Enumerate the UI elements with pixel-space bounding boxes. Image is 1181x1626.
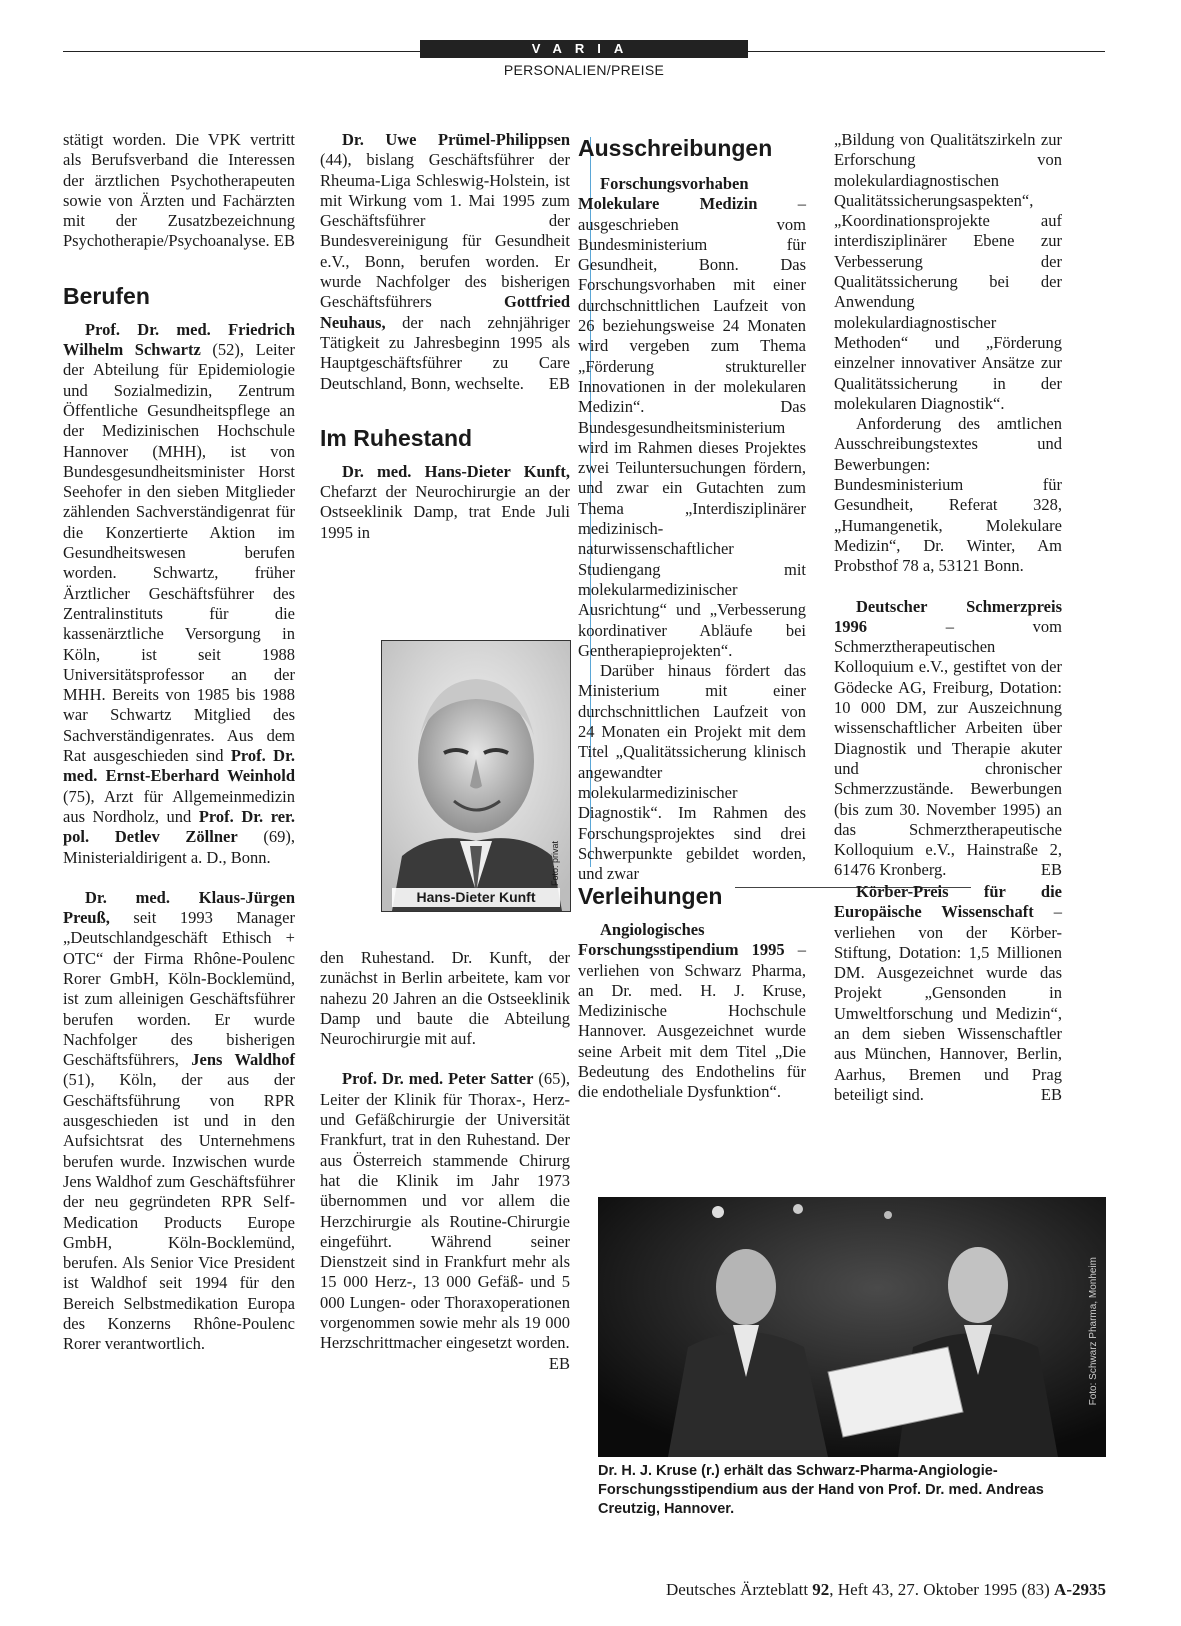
award-photo-caption: Dr. H. J. Kruse (r.) erhält das Schwarz-Pharma-Angiologie-Forschungsstipendium aus der Hand von Prof. Dr. med. Andreas Creutzig, Hannover.	[598, 1463, 1044, 1517]
paragraph: Dr. med. Klaus-Jürgen Preuß, seit 1993 Manager „Deutschlandgeschäft Ethisch + OTC“ der Firma Rhône-Poulenc Rorer GmbH, Köln-Bocklemünd, ist zum alleinigen Geschäftsführer berufen worden. Er wurde Nachfolger des bisherigen Geschäftsführers, Jens Waldhof (51), Köln, der aus der Geschäftsführung von RPR ausgeschieden ist und in den Aufsichtsrat des Unternehmens berufen wurde. Inzwischen wurde Jens Waldhof zum Geschäftsführer der neu gegründeten RPR Self-Medication Products Europe GmbH, Köln-Bocklemünd, berufen. Als Senior Vice President ist Waldhof seit 1994 für den Bereich Selbstmedikation Europa des Konzerns Rhône-Poulenc Rorer verantwortlich.	[63, 887, 295, 1354]
photo-credit: Foto: privat	[550, 841, 560, 887]
paragraph: Dr. med. Hans-Dieter Kunft, Chefarzt der Neurochirurgie an der Ostseeklinik Damp, trat Ende Juli 1995 in	[320, 461, 570, 542]
heading-ausschreibungen: Ausschreibungen	[578, 135, 773, 161]
award-image	[598, 1197, 1106, 1457]
column-1	[63, 130, 295, 1355]
page-footer: Deutsches Ärzteblatt 92, Heft 43, 27. Oktober 1995 (83) A-2935	[665, 1580, 1106, 1599]
heading-berufen: Berufen	[63, 282, 150, 309]
paragraph: Forschungsvorhaben Molekulare Medizin – ausgeschrieben vom Bundesministerium für Gesundheit, Bonn. Das Forschungsvorhaben mit einer durchschnittlichen Laufzeit von 26 beziehungsweise 24 Monaten wird vergeben zum Thema „Förderung struktureller Innovationen in der molekularen Medizin“. Das Bundesgesundheitsministerium wird im Rahmen dieses Projektes zwei Teiluntersuchungen fördern, und zwar ein Gutachten zum Thema „Interdisziplinärer medizinisch-naturwissenschaftlicher Studiengang mit molekularmedizinischer Ausrichtung“ und „Verbesserung koordinativer Abläufe bei Gentherapieprojekten“.	[578, 174, 807, 660]
photo-credit: Foto: Schwarz Pharma, Monheim	[1088, 1257, 1099, 1406]
column-2-lower	[320, 948, 570, 1374]
portrait-image	[382, 641, 570, 911]
paragraph: Darüber hinaus fördert das Ministerium mit einer durchschnittlichen Laufzeit von 24 Monaten ein Projekt mit dem Titel „Qualitätssicherung klinisch angewandter molekularmedizinischer Diagnostik“. Im Rahmen des Forschungsprojektes sind drei Schwerpunkte gebildet worden, und zwar	[578, 661, 806, 884]
paragraph: Anforderung des amtlichen Ausschreibungstextes und Bewerbungen: Bundesministerium für Gesundheit, Referat 328, „Humangenetik, Molekulare Medizin“, Dr. Winter, Am Probsthof 78 a, 53121 Bonn.	[834, 414, 1062, 576]
award-photo	[598, 1197, 1106, 1457]
column-2	[320, 130, 570, 543]
column-4-lower	[834, 882, 1062, 1105]
portrait-photo	[381, 640, 571, 912]
paragraph: Prof. Dr. med. Friedrich Wilhelm Schwartz (52), Leiter der Abteilung für Epidemiologie und Sozialmedizin, Zentrum Öffentliche Gesundheitspflege an der Medizinischen Hochschule Hannover (MHH), ist von Bundesgesundheitsminister Horst Seehofer in den sieben Mitglieder zählenden Sachverständigenrat für die Konzertierte Aktion im Gesundheitswesen berufen worden. Schwartz, früher Ärztlicher Geschäftsführer des Zentralinstituts für die kassenärztliche Versorgung in Köln, ist seit 1988 Universitätsprofessor an der MHH. Bereits von 1985 bis 1988 war Schwartz Mitglied des Sachverständigenrates. Aus dem Rat ausgeschieden sind Prof. Dr. med. Ernst-Eberhard Weinhold (75), Arzt für Allgemeinmedizin aus Nordholz, und Prof. Dr. rer. pol. Detlev Zöllner (69), Ministerialdirigent a. D., Bonn.	[63, 319, 295, 867]
paragraph: den Ruhestand. Dr. Kunft, der zunächst in Berlin arbeitete, kam vor nahezu 20 Jahren an die Ostseeklinik Damp und baute die Abteilung Neurochirurgie mit auf.	[320, 948, 570, 1049]
section-bar: VARIA	[420, 40, 748, 58]
subsection-label: PERSONALIEN/PREISE	[503, 62, 665, 78]
paragraph: Deutscher Schmerzpreis 1996 – vom Schmerztherapeutischen Kolloquium e.V., gestiftet von der Gödecke AG, Freiburg, Dotation: 10 000 DM, zur Auszeichnung wissenschaftlicher Arbeiten über Diagnostik und Therapie akuter und chronischer Schmerzzustände. Bewerbungen (bis zum 30. November 1995) an das Schmerztherapeutische Kolloquium e.V., Hainstraße 2, 61476 Kronberg. EB	[834, 596, 1062, 880]
paragraph: Dr. Uwe Prümel-Philippsen (44), bislang Geschäftsführer der Rheuma-Liga Schleswig-Holstein, ist mit Wirkung vom 1. Mai 1995 zum Geschäftsführer der Bundesvereinigung für Gesundheit e.V., Bonn, berufen worden. Er wurde Nachfolger des bisherigen Geschäftsführers Gottfried Neuhaus, der nach zehnjähriger Tätigkeit zu Jahresbeginn 1995 als Hauptgeschäftsführer zu Care Deutschland, Bonn, wechselte. EB	[320, 130, 570, 393]
photo-caption: Hans-Dieter Kunft	[392, 888, 560, 907]
paragraph: Körber-Preis für die Europäische Wissenschaft – verliehen von der Körber-Stiftung, Dotation: 1,5 Millionen DM. Ausgezeichnet wurde das Projekt „Gensonden in Umweltforschung und Medizin“, an dem sieben Wissenschaftler aus München, Hannover, Berlin, Aarhus, Bremen und Prag beteiligt sind. EB	[834, 882, 1062, 1104]
paragraph: Prof. Dr. med. Peter Satter (65), Leiter der Klinik für Thorax-, Herz- und Gefäßchirurgie der Universität Frankfurt, trat in den Ruhestand. Der aus Österreich stammende Chirurg hat die Klinik im Jahr 1973 übernommen und vor allem die Herzchirurgie als Routine-Chirurgie eingeführt. Während seiner Dienstzeit sind in Frankfurt mehr als 15 000 Herz-, 13 000 Gefäß- und 5 000 Lungen- oder Thoraxoperationen vorgenommen sowie mehr als 19 000 Herzschrittmacher eingesetzt worden. EB	[320, 1069, 570, 1373]
column-3-lower	[578, 882, 806, 1103]
column-4	[834, 130, 1062, 881]
paragraph: Angiologisches Forschungsstipendium 1995 – verliehen von Schwarz Pharma, an Dr. med. H. J. Kruse, Medizinische Hochschule Hannover. Ausgezeichnet wurde seine Arbeit mit dem Titel „Die Bedeutung des Endothelins für die endotheliale Dysfunktion“.	[578, 920, 806, 1102]
paragraph: „Bildung von Qualitätszirkeln zur Erforschung von molekulardiagnostischen Qualitätssicherungsaspekten“, „Koordinationsprojekte auf interdisziplinärer Ebene zur Verbesserung der Qualitätssicherung bei der Anwendung molekulardiagnostischer Methoden“ und „Förderung einzelner innovativer Ansätze zur Qualitätssicherung in der molekularen Diagnostik“.	[834, 130, 1062, 413]
heading-ruhestand: Im Ruhestand	[320, 424, 473, 451]
column-3	[578, 134, 806, 884]
heading-verleihungen: Verleihungen	[578, 883, 723, 909]
paragraph: stätigt worden. Die VPK vertritt als Berufsverband die Interessen der ärztlichen Psychotherapeuten sowie von Ärzten und Fachärzten mit der Zusatzbezeichnung Psychotherapie/Psychoanalyse. EB	[63, 130, 295, 251]
